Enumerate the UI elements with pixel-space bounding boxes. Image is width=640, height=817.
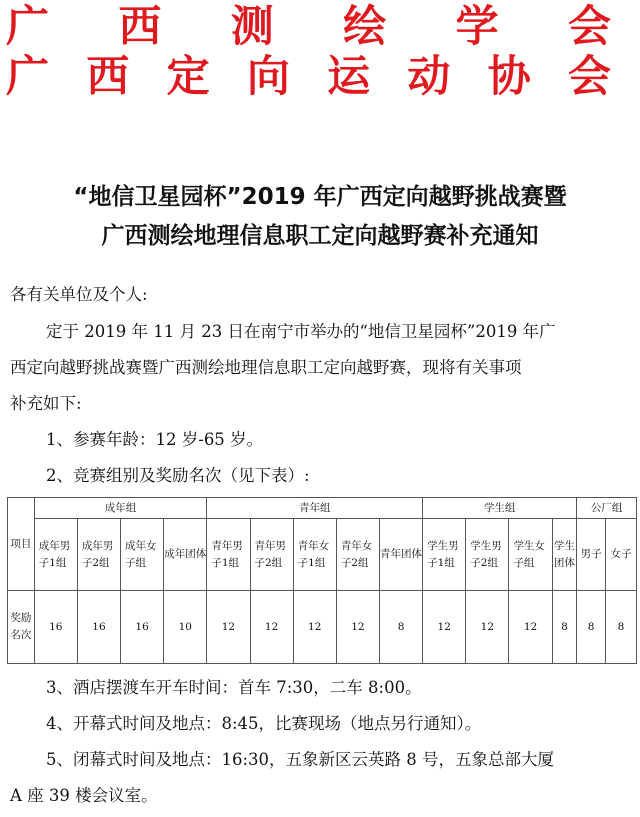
category-header: 女子: [606, 519, 637, 591]
award-value: 8: [606, 591, 637, 664]
item-opening: 4、开幕式时间及地点：8:45，比赛现场（地点另行通知）。: [46, 714, 482, 733]
category-header: 成年男子1组: [34, 519, 77, 591]
award-value: 8: [577, 591, 606, 664]
category-header: 青年女子2组: [336, 519, 379, 591]
org-char: 会: [567, 2, 611, 52]
category-header: 学生男子2组: [466, 519, 509, 591]
org-char: 广: [6, 52, 49, 102]
award-value: 12: [423, 591, 466, 664]
category-header: 学生团体: [552, 519, 577, 591]
project-header: 项目: [8, 498, 35, 591]
org-char: 西: [118, 2, 162, 52]
group-header: 公厂组: [577, 498, 637, 519]
award-value: 12: [336, 591, 379, 664]
category-header: 学生女子组: [509, 519, 552, 591]
award-value: 12: [293, 591, 336, 664]
category-header: 成年团体: [164, 519, 207, 591]
intro-line1: 定于 2019 年 11 月 23 日在南宁市举办的“地信卫星园杯”2019 年广: [46, 322, 556, 341]
category-header: 成年女子组: [121, 519, 164, 591]
item-closing-line1: 5、闭幕式时间及地点：16:30，五象新区云英路 8 号，五象总部大厦: [46, 750, 555, 769]
org-name-survey-society: [6, 2, 611, 52]
salutation: 各有关单位及个人:: [10, 285, 148, 304]
intro-line3: 补充如下:: [10, 394, 82, 413]
award-value: 12: [466, 591, 509, 664]
category-header: 成年男子2组: [77, 519, 120, 591]
org-char: 西: [86, 52, 130, 102]
item-closing-line2: A 座 39 楼会议室。: [10, 786, 158, 805]
item-groups: 2、竞赛组别及奖励名次（见下表）:: [46, 466, 310, 485]
award-value: 8: [379, 591, 422, 664]
org-char: 向: [246, 52, 290, 102]
item-shuttle: 3、酒店摆渡车开车时间：首车 7:30，二车 8:00。: [46, 678, 422, 697]
award-value: 10: [164, 591, 207, 664]
award-value: 16: [77, 591, 120, 664]
category-header: 男子: [577, 519, 606, 591]
org-char: 协: [487, 52, 531, 102]
doc-title-line1: “地信卫星园杯”2019 年广西定向越野挑战赛暨: [73, 184, 567, 210]
award-value: 16: [34, 591, 77, 664]
item-age: 1、参赛年龄：12 岁-65 岁。: [46, 430, 264, 449]
award-header: 奖励名次: [8, 591, 35, 664]
award-value: 8: [552, 591, 577, 664]
category-header: 学生男子1组: [423, 519, 466, 591]
org-char: 测: [230, 2, 274, 52]
intro-line2: 西定向越野挑战赛暨广西测绘地理信息职工定向越野赛，现将有关事项: [10, 358, 522, 377]
award-value: 16: [121, 591, 164, 664]
org-name-orienteering-assoc: [6, 52, 611, 102]
org-char: 定: [166, 52, 210, 102]
group-header: 学生组: [423, 498, 577, 519]
doc-title-line2: 广西测绘地理信息职工定向越野赛补充通知: [101, 223, 539, 249]
category-header: 青年女子1组: [293, 519, 336, 591]
org-char: 会: [567, 52, 611, 102]
award-value: 12: [250, 591, 293, 664]
group-header: 成年组: [34, 498, 207, 519]
category-header: 青年团体: [379, 519, 422, 591]
category-header: 青年男子1组: [207, 519, 250, 591]
award-value: 12: [509, 591, 552, 664]
org-char: 动: [407, 52, 451, 102]
award-value: 12: [207, 591, 250, 664]
org-char: 绘: [343, 2, 387, 52]
group-header: 青年组: [207, 498, 423, 519]
org-char: 运: [327, 52, 371, 102]
category-header: 青年男子2组: [250, 519, 293, 591]
org-char: 广: [6, 2, 49, 52]
org-char: 学: [455, 2, 499, 52]
award-table: [7, 497, 637, 664]
